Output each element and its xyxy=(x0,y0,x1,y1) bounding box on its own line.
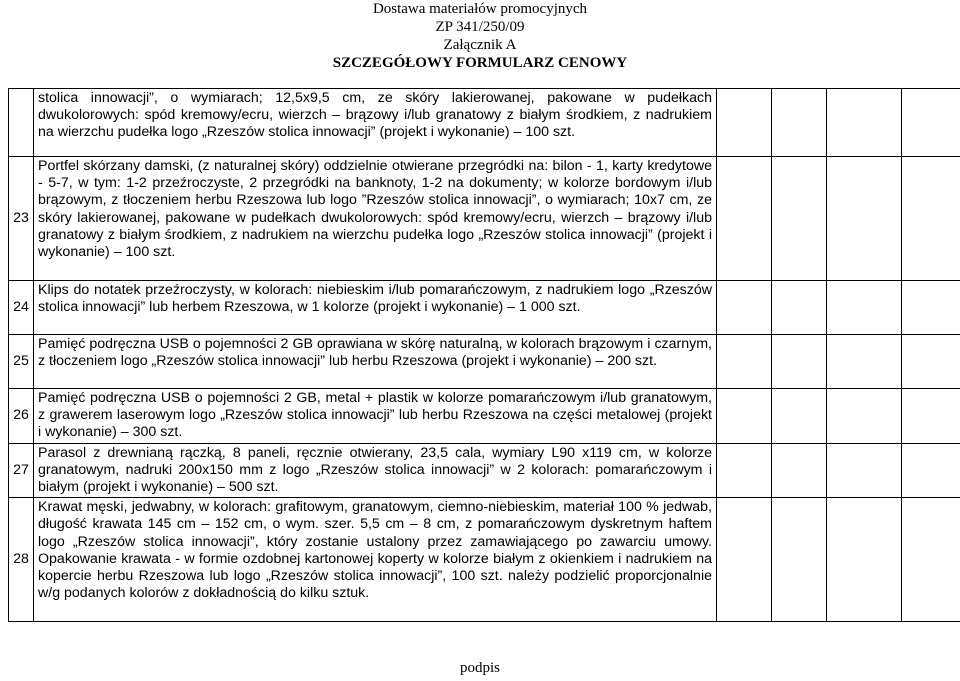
empty-cell xyxy=(902,498,960,622)
empty-cell xyxy=(717,281,772,335)
empty-cell xyxy=(827,89,902,157)
empty-cell xyxy=(772,281,827,335)
table-row xyxy=(9,281,960,335)
row-number: 23 xyxy=(9,157,34,281)
empty-cell xyxy=(717,443,772,498)
item-description: Portfel skórzany damski, (z naturalnej skóry) oddzielnie otwierane przegródki na: bilon - 1, karty kredytowe - 5-7, w tym: 1-2 przeźroczyste, 2 przegródki na banknoty, 1-2 na dokumenty; w kolorze bordowym i/lub brązowym, z tłoczeniem herbu Rzeszowa lub logo ”Rzeszów stolica innowacji”, o wymiarach; 10x7 cm, ze skóry lakierowanej, pakowane w pudełkach dwukolorowych: spód kremowy/ecru, wierzch – brązowy i/lub granatowy z białym środkiem, z nadrukiem na wierzchu pudełka logo „Rzeszów stolica innowacji” (projekt i wykonanie) – 100 szt. xyxy=(34,157,717,281)
empty-cell xyxy=(772,443,827,498)
empty-cell xyxy=(772,157,827,281)
empty-cell xyxy=(902,335,960,389)
row-number: 24 xyxy=(9,281,34,335)
item-description: Parasol z drewnianą rączką, 8 paneli, ręcznie otwierany, 23,5 cala, wymiary L90 x119 cm, w kolorze granatowym, nadruki 200x150 mm z logo „Rzeszów stolica innowacji” w 2 kolorach: pomarańczowym i białym (projekt i wykonanie) – 500 szt. xyxy=(34,443,717,498)
header-line-1: Dostawa materiałów promocyjnych xyxy=(372,1,588,17)
empty-cell xyxy=(902,89,960,157)
empty-cell xyxy=(902,443,960,498)
table-row xyxy=(9,443,960,498)
item-description: Klips do notatek przeźroczysty, w kolorach: niebieskim i/lub pomarańczowym, z nadrukiem logo „Rzeszów stolica innowacji” lub herbem Rzeszowa, w 1 kolorze (projekt i wykonanie) – 1 000 szt. xyxy=(34,281,717,335)
empty-cell xyxy=(772,335,827,389)
table-row xyxy=(9,498,960,622)
empty-cell xyxy=(902,281,960,335)
item-description: stolica innowacji”, o wymiarach; 12,5x9,5 cm, ze skóry lakierowanej, pakowane w pudełkach dwukolorowych: spód kremowy/ecru, wierzch – brązowy i/lub granatowy z białym środkiem, z nadrukiem na wierzchu pudełka logo „Rzeszów stolica innowacji” (projekt i wykonanie) – 100 szt. xyxy=(34,89,717,157)
row-number: 27 xyxy=(9,443,34,498)
empty-cell xyxy=(902,389,960,444)
table-row xyxy=(9,335,960,389)
signature-label: podpis xyxy=(459,660,500,676)
table-row xyxy=(9,89,960,157)
empty-cell xyxy=(772,389,827,444)
empty-cell xyxy=(717,335,772,389)
document-header xyxy=(0,0,960,72)
row-number xyxy=(9,89,34,157)
row-number: 25 xyxy=(9,335,34,389)
empty-cell xyxy=(772,498,827,622)
table-row xyxy=(9,157,960,281)
row-number: 26 xyxy=(9,389,34,444)
empty-cell xyxy=(827,389,902,444)
item-description: Krawat męski, jedwabny, w kolorach: grafitowym, granatowym, ciemno-niebieskim, materiał 100 % jedwab, długość krawata 145 cm – 152 cm, o wym. szer. 5,5 cm – 8 cm, z pomarańczowym dyskretnym haftem logo „Rzeszów stolica innowacji”, który zostanie ustalony przez zamawiającego po zawarciu umowy. Opakowanie krawata - w formie ozdobnej kartonowej koperty w kolorze białym z okienkiem i nadrukiem na kopercie herbu Rzeszowa lub logo „Rzeszów stolica innowacji”, 100 szt. należy podzielić proporcjonalnie w/g podanych kolorów z dokładnością do kilku sztuk. xyxy=(34,498,717,622)
empty-cell xyxy=(827,157,902,281)
empty-cell xyxy=(827,335,902,389)
row-number: 28 xyxy=(9,498,34,622)
empty-cell xyxy=(827,281,902,335)
empty-cell xyxy=(902,157,960,281)
item-description: Pamięć podręczna USB o pojemności 2 GB, metal + plastik w kolorze pomarańczowym i/lub granatowym, z grawerem laserowym logo „Rzeszów stolica innowacji” lub herbu Rzeszowa na części metalowej (projekt i wykonanie) – 300 szt. xyxy=(34,389,717,444)
empty-cell xyxy=(827,443,902,498)
empty-cell xyxy=(717,389,772,444)
header-line-3: Załącznik A xyxy=(443,37,517,53)
empty-cell xyxy=(717,157,772,281)
price-form-table xyxy=(8,88,960,622)
empty-cell xyxy=(717,498,772,622)
empty-cell xyxy=(827,498,902,622)
empty-cell xyxy=(717,89,772,157)
form-title: SZCZEGÓŁOWY FORMULARZ CENOWY xyxy=(332,55,628,71)
header-line-2: ZP 341/250/09 xyxy=(435,19,525,35)
item-description: Pamięć podręczna USB o pojemności 2 GB oprawiana w skórę naturalną, w kolorach brązowym i czarnym, z tłoczeniem logo „Rzeszów stolica innowacji” lub herbu Rzeszowa (projekt i wykonanie) – 200 szt. xyxy=(34,335,717,389)
table-row xyxy=(9,389,960,444)
empty-cell xyxy=(772,89,827,157)
